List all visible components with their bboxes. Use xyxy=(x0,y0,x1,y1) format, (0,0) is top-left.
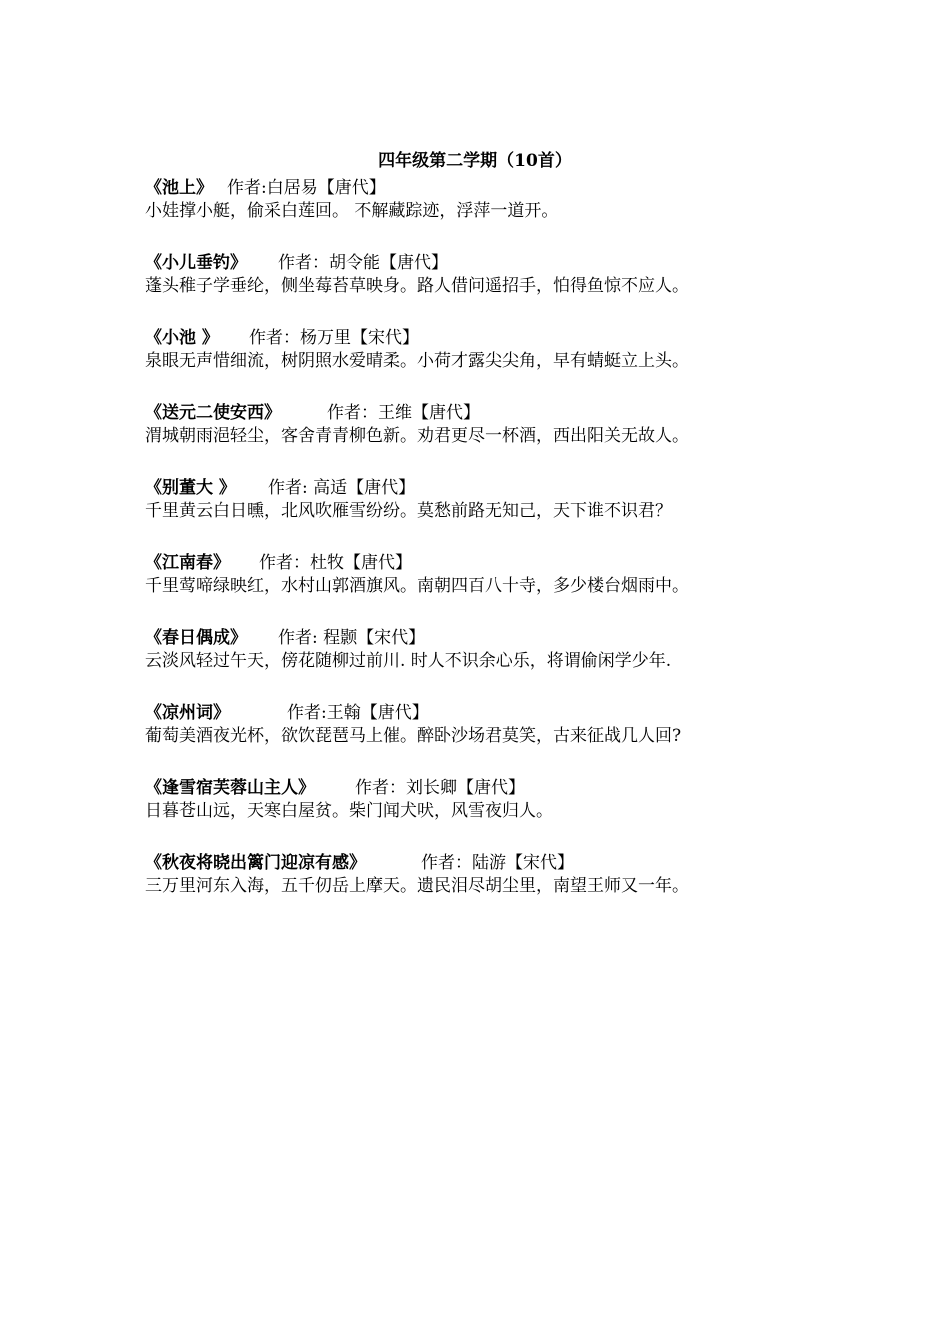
poem-text: 渭城朝雨浥轻尘，客舍青青柳色新。劝君更尽一杯酒，西出阳关无故人。 xyxy=(145,426,689,446)
poem-item xyxy=(145,552,805,627)
poem-author: 作者：王维【唐代】 xyxy=(327,403,480,423)
poem-title: 《别董大 》 xyxy=(145,478,236,498)
poem-author: 作者：刘长卿【唐代】 xyxy=(355,778,525,798)
poem-list xyxy=(145,177,805,927)
poem-item xyxy=(145,477,805,552)
poem-title: 《江南春》 xyxy=(145,553,230,573)
poem-heading xyxy=(145,177,805,199)
poem-title: 《小池 》 xyxy=(145,328,219,348)
poem-heading xyxy=(145,327,805,349)
poem-heading xyxy=(145,777,805,799)
poem-text: 葡萄美酒夜光杯，欲饮琵琶马上催。醉卧沙场君莫笑，古来征战几人回? xyxy=(145,726,682,746)
poem-text: 三万里河东入海，五千仞岳上摩天。遗民泪尽胡尘里，南望王师又一年。 xyxy=(145,876,689,896)
poem-author: 作者: 程颢【宋代】 xyxy=(278,628,426,648)
poem-item xyxy=(145,402,805,477)
poem-title: 《送元二使安西》 xyxy=(145,403,281,423)
poem-title: 《凉州词》 xyxy=(145,703,230,723)
poem-text: 云淡风轻过午天，傍花随柳过前川. 时人不识余心乐，将谓偷闲学少年. xyxy=(145,651,672,671)
poem-author: 作者：杨万里【宋代】 xyxy=(249,328,419,348)
poem-author: 作者:白居易【唐代】 xyxy=(227,178,386,198)
poem-item xyxy=(145,627,805,702)
poem-item xyxy=(145,852,805,927)
poem-title: 《秋夜将晓出篱门迎凉有感》 xyxy=(145,853,366,873)
poem-text: 千里黄云白日曛，北风吹雁雪纷纷。莫愁前路无知己，天下谁不识君？ xyxy=(145,501,672,521)
poem-item xyxy=(145,777,805,852)
poem-heading xyxy=(145,552,805,574)
poem-item xyxy=(145,177,805,252)
document-title: 四年级第二学期（10首） xyxy=(378,151,572,171)
poem-text: 小娃撑小艇，偷采白莲回。 不解藏踪迹，浮萍一道开。 xyxy=(145,201,559,221)
poem-item xyxy=(145,327,805,402)
poem-heading xyxy=(145,402,805,424)
poem-title: 《逢雪宿芙蓉山主人》 xyxy=(145,778,315,798)
poem-author: 作者：陆游【宋代】 xyxy=(421,853,574,873)
poem-text: 泉眼无声惜细流，树阴照水爱晴柔。小荷才露尖尖角，早有蜻蜓立上头。 xyxy=(145,351,689,371)
poem-heading xyxy=(145,477,805,499)
poem-title: 《小儿垂钓》 xyxy=(145,253,247,273)
poem-item xyxy=(145,702,805,777)
poem-text: 千里莺啼绿映红，水村山郭酒旗风。南朝四百八十寺，多少楼台烟雨中。 xyxy=(145,576,689,596)
poem-heading xyxy=(145,702,805,724)
poem-author: 作者:王翰【唐代】 xyxy=(287,703,429,723)
poem-author: 作者：胡令能【唐代】 xyxy=(278,253,448,273)
poem-heading xyxy=(145,627,805,649)
poem-author: 作者: 高适【唐代】 xyxy=(268,478,416,498)
poem-title: 《池上》 xyxy=(145,178,213,198)
poem-title: 《春日偶成》 xyxy=(145,628,247,648)
poem-author: 作者：杜牧【唐代】 xyxy=(259,553,412,573)
poem-text: 蓬头稚子学垂纶，侧坐莓苔草映身。路人借问遥招手，怕得鱼惊不应人。 xyxy=(145,276,689,296)
poem-heading xyxy=(145,852,805,874)
poem-item xyxy=(145,252,805,327)
poem-text: 日暮苍山远，天寒白屋贫。柴门闻犬吠，风雪夜归人。 xyxy=(145,801,553,821)
poem-heading xyxy=(145,252,805,274)
